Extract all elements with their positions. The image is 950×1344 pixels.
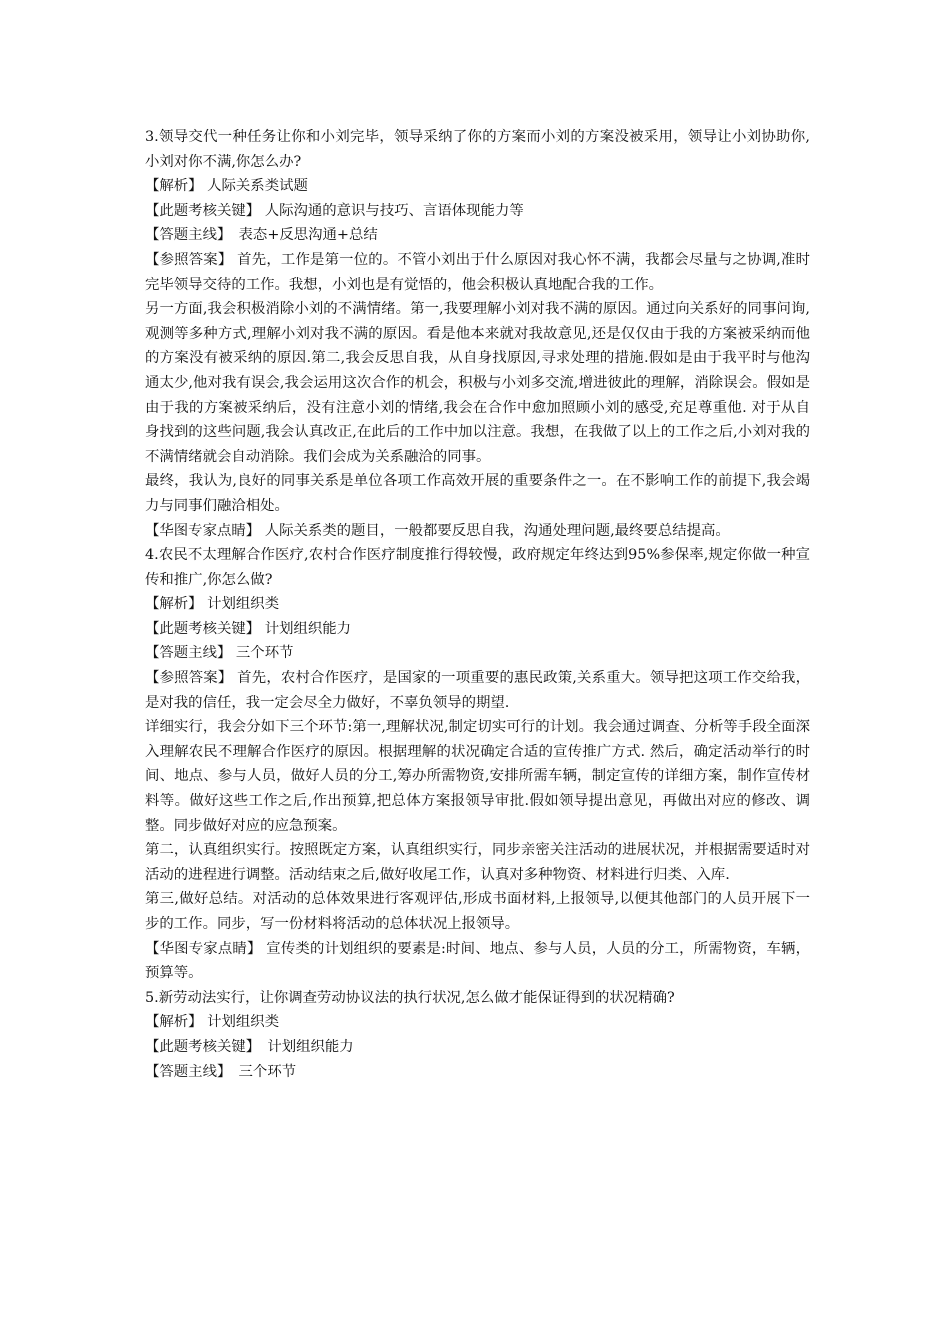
question-3-key-point: 【此题考核关键】 人际沟通的意识与技巧、言语体现能力等 [145,202,524,219]
question-4-analysis: 【解析】 计划组织类 [145,596,280,613]
question-5-title: 5.新劳动法实行，让你调查劳动协议法的执行状况,怎么做才能保证得到的状况精确? [145,989,675,1006]
question-5-key-point: 【此题考核关键】 计划组织能力 [145,1038,354,1055]
question-3-main-line: 【答题主线】 表态+反思沟通+总结 [145,227,378,244]
question-4-key-point: 【此题考核关键】 计划组织能力 [145,620,352,637]
question-4-main-line: 【答题主线】 三个环节 [145,645,294,662]
question-3-title: 3.领导交代一种任务让你和小刘完毕，领导采纳了你的方案而小刘的方案没被采用，领导让小刘协助你,小刘对你不满,你怎么办? [145,129,810,170]
question-5-main-line: 【答题主线】 三个环节 [145,1063,297,1080]
question-3-answer-conclusion: 最终，我认为,良好的同事关系是单位各项工作高效开展的重要条件之一。在不影响工作的前提下,我会竭力与同事们融洽相处。 [145,473,810,514]
question-5-analysis: 【解析】 计划组织类 [145,1014,280,1031]
question-4-expert-comment: 【华图专家点睛】 宣传类的计划组织的要素是:时间、地点、参与人员，人员的分工，所需物资，车辆，预算等。 [145,940,810,982]
document-page [145,125,810,1084]
question-4-title: 4.农民不太理解合作医疗,农村合作医疗制度推行得较慢，政府规定年终达到95%参保率,规定你做一种宣传和推广,你怎么做? [145,547,810,588]
question-3-reference-answer: 【参照答案】 首先，工作是第一位的。不管小刘出于什么原因对我心怀不满，我都会尽量与之协调,准时完毕领导交待的工作。我想，小刘也是有觉悟的，他会积极认真地配合我的工作。 [145,251,810,293]
question-4-step-2: 第二，认真组织实行。按照既定方案，认真组织实行，同步亲密关注活动的进展状况，并根据需要适时对活动的进程进行调整。活动结束之后,做好收尾工作，认真对多种物资、材料进行归类、入库. [145,842,810,883]
question-3-answer-paragraph-2: 另一方面,我会积极消除小刘的不满情绪。第一,我要理解小刘对我不满的原因。通过向关系好的同事问询,观测等多种方式,理解小刘对我不满的原因。看是他本来就对我故意见,还是仅仅由于我的方案被采纳而他的方案没有被采纳的原因.第二,我会反思自我，从自身找原因,寻求处理的措施.假如是由于我平时与他沟通太少,他对我有误会,我会运用这次合作的机会，积极与小刘多交流,增进彼此的理解，消除误会。假如是由于我的方案被采纳后，没有注意小刘的情绪,我会在合作中愈加照顾小刘的感受,充足尊重他. 对于从自身找到的这些问题,我会认真改正,在此后的工作中加以注意。我想，在我做了以上的工作之后,小刘对我的不满情绪就会自动消除。我们会成为关系融洽的同事。 [145,301,810,465]
question-4-reference-answer: 【参照答案】 首先，农村合作医疗，是国家的一项重要的惠民政策,关系重大。领导把这项工作交给我，是对我的信任，我一定会尽全力做好，不辜负领导的期望. [145,670,810,711]
question-4-step-1: 详细实行，我会分如下三个环节:第一,理解状况,制定切实可行的计划。我会通过调查、分析等手段全面深入理解农民不理解合作医疗的原因。根据理解的状况确定合适的宣传推广方式. 然后，确定活动举行的时间、地点、参与人员，做好人员的分工,筹办所需物资,安排所需车辆，制定宣传的详细方案，制作宣传材料等。做好这些工作之后,作出预算,把总体方案报领导审批.假如领导提出意见，再做出对应的修改、调整。同步做好对应的应急预案。 [145,719,810,834]
question-3-analysis: 【解析】 人际关系类试题 [145,178,308,195]
question-4-step-3: 第三,做好总结。对活动的总体效果进行客观评估,形成书面材料,上报领导,以便其他部门的人员开展下一步的工作。同步，写一份材料将活动的总体状况上报领导。 [145,891,810,932]
question-3-expert-comment: 【华图专家点睛】 人际关系类的题目，一般都要反思自我，沟通处理问题,最终要总结提高。 [145,522,730,539]
